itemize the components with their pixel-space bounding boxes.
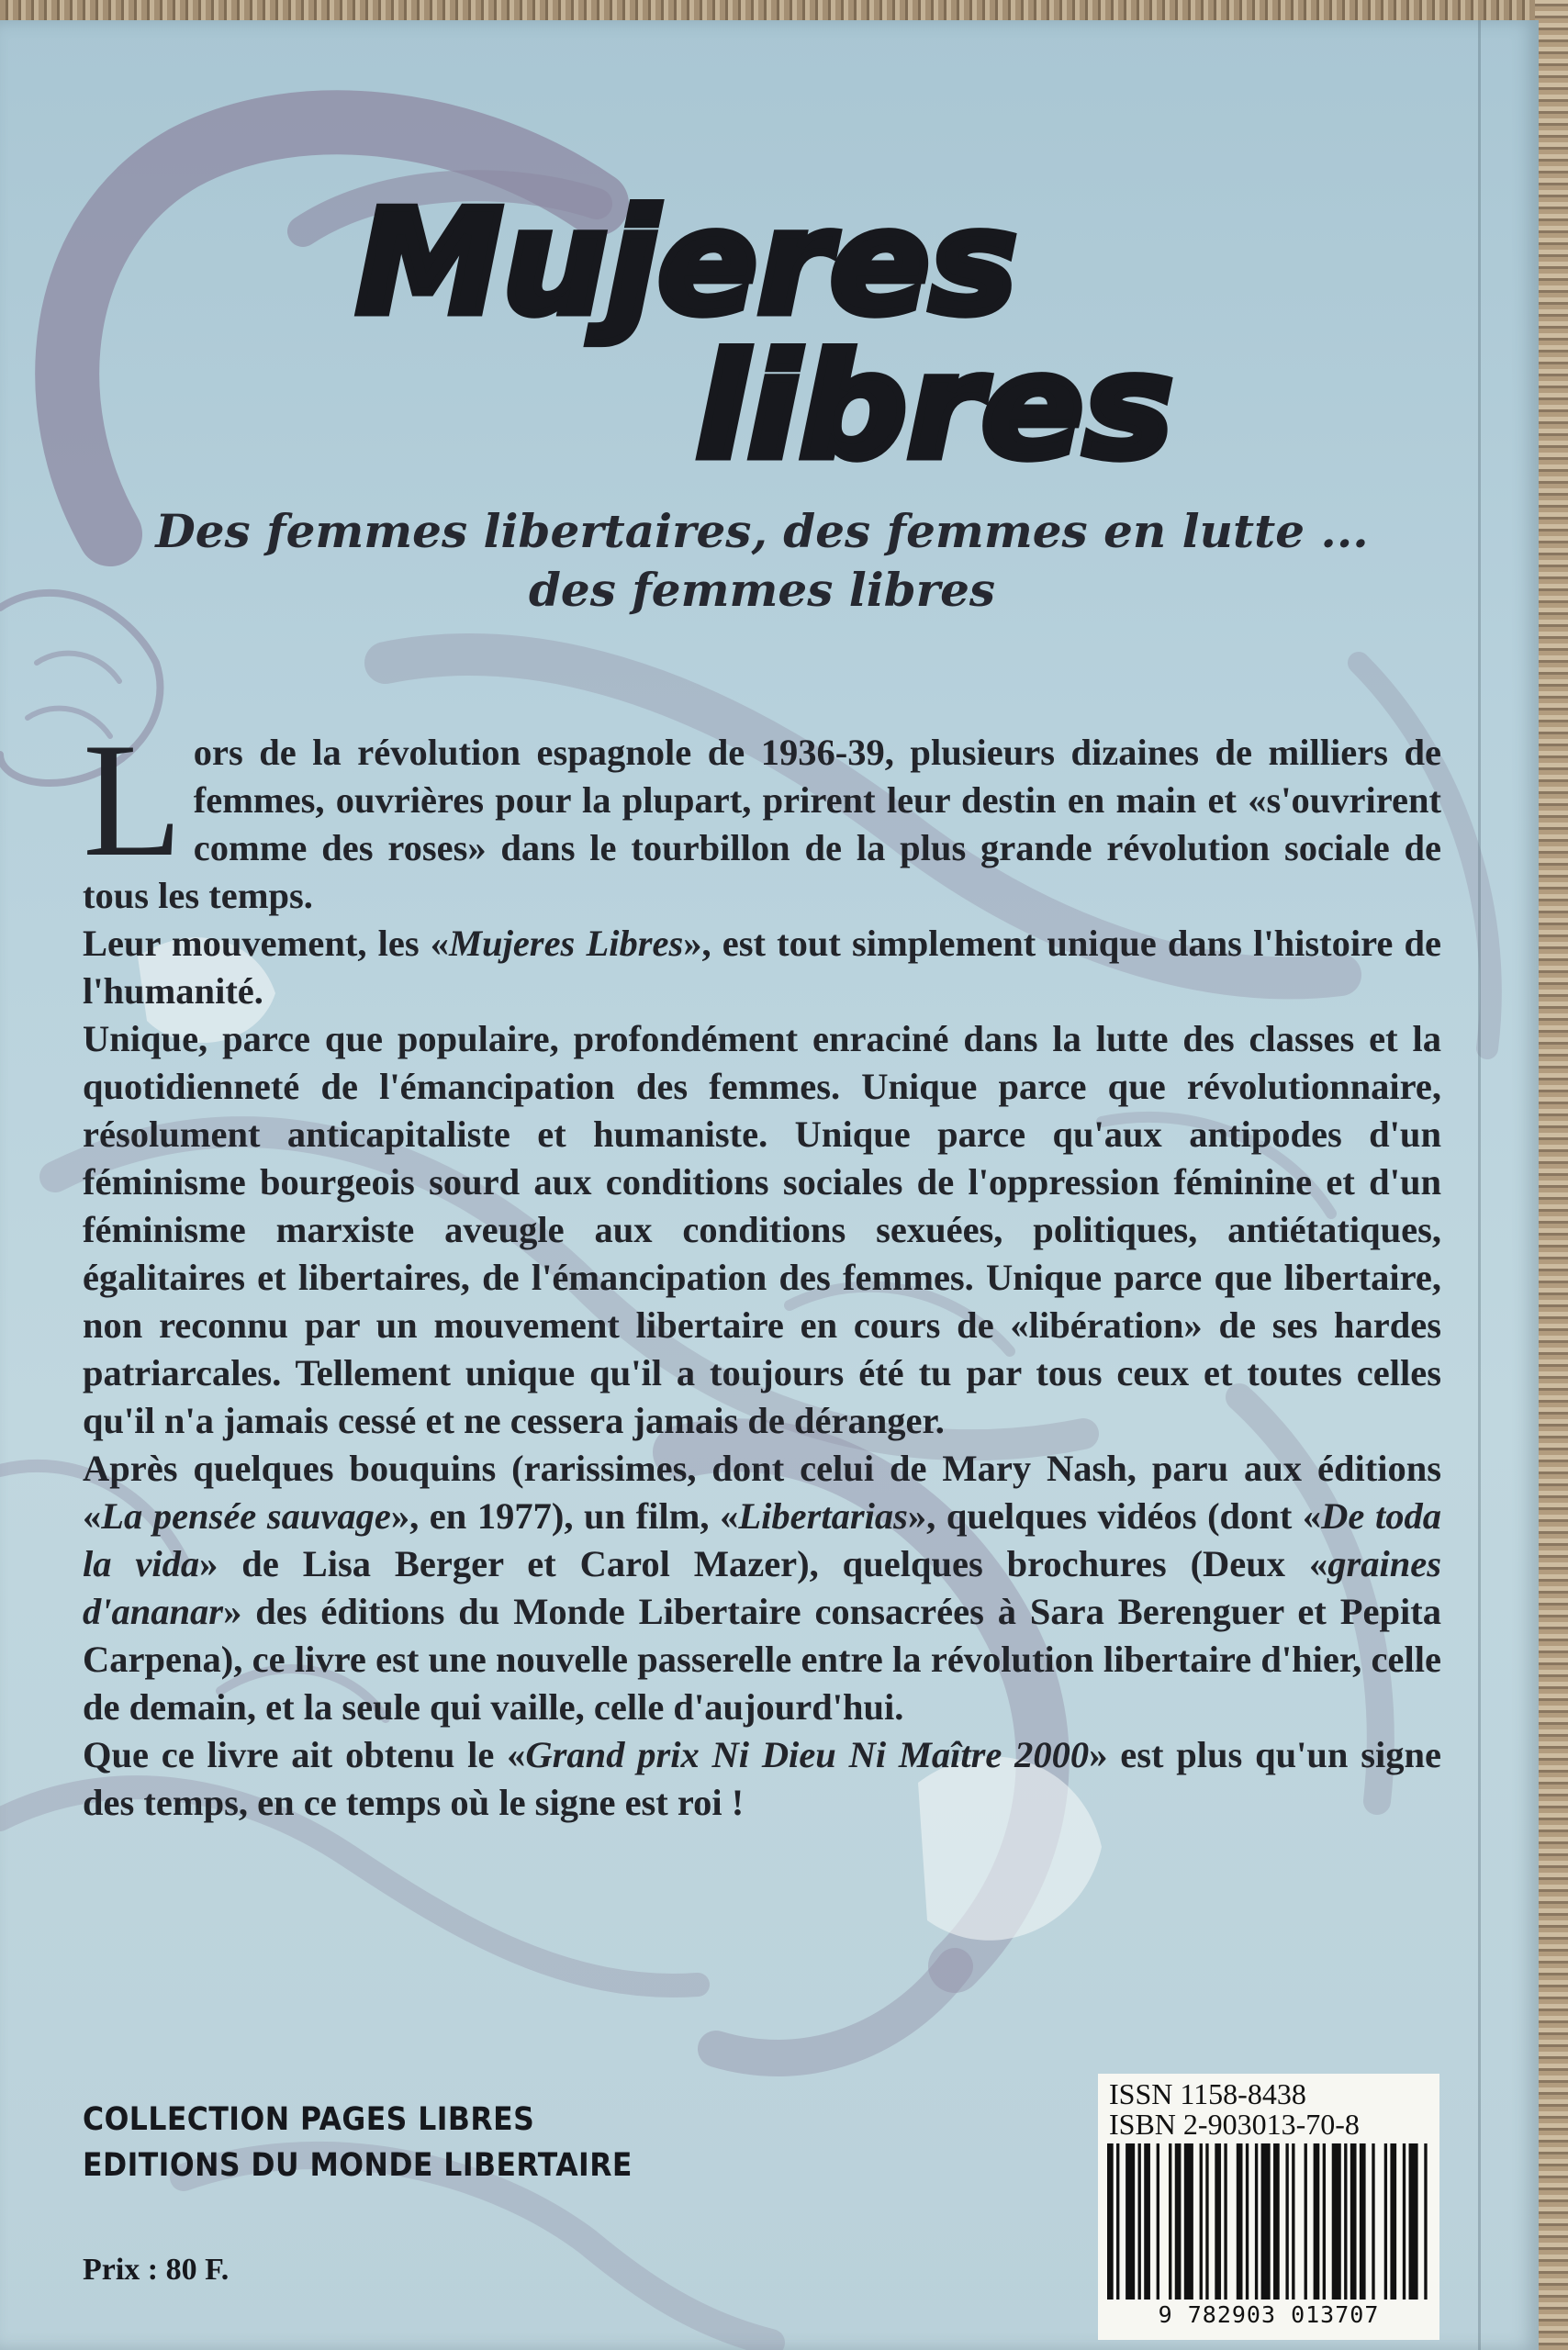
barcode-bar [1255,2143,1258,2300]
barcode-bar [1372,2143,1374,2300]
barcode-bar [1144,2143,1150,2300]
barcode-bar [1261,2143,1271,2300]
fabric-background-right [1535,0,1568,2350]
barcode-bar [1205,2143,1208,2300]
barcode-bar [1215,2143,1221,2300]
barcode-bar [1273,2143,1280,2300]
barcode [1107,2143,1430,2300]
book-title-line-2: libres [696,323,1173,488]
barcode-bar [1292,2143,1294,2300]
barcode-bar [1384,2143,1387,2300]
barcode-label [1098,2074,1439,2340]
spine-edge [1478,20,1481,2350]
text-span: » de Lisa Berger et Carol Mazer), quelques brochures (Deux « [199,1543,1328,1584]
italic-title: Mujeres Libres [449,923,684,964]
barcode-bar [1107,2143,1114,2300]
blurb-paragraph-3: Unique, parce que populaire, profondément enraciné dans la lutte des classes et la quotidienneté de l'émancipation des femmes. Unique parce que révolutionnaire, résolument anticapitaliste et humaniste. Unique parce qu'aux antipodes d'un féminisme bourgeois sourd aux conditions sociales de l'oppression féminine et d'un féminisme marxiste aveugle aux conditions sexuées, politiques, antiétatiques, égalitaires et libertaires, de l'émancipation des femmes. Unique parce que libertaire, non reconnu par un mouvement libertaire en cours de «libération» de ses hardes patriarcales. Tellement unique qu'il a toujours été tu par tous ceux et toutes celles qu'il n'a jamais cessé et ne cessera jamais de déranger. [83,1018,1441,1441]
barcode-bar [1285,2143,1288,2300]
text-span: » est plus qu'un signe des temps, en ce temps où le signe est roi ! [83,1734,1441,1823]
italic-title: graines d'ananar [83,1543,1441,1632]
barcode-bar [1403,2143,1406,2300]
barcode-bar [1116,2143,1119,2300]
italic-title: Grand prix Ni Dieu Ni Maître 2000 [525,1734,1090,1775]
barcode-bar [1175,2143,1182,2300]
barcode-bar [1332,2143,1341,2300]
barcode-bar [1184,2143,1193,2300]
text-span: » des éditions du Monde Libertaire consacrées à Sara Berenguer et Pepita Carpena), ce livre est une nouvelle passerelle entre la révolution libertaire d'hier, celle de demain, et la seule qui vaille, celle d'aujourd'hui. [83,1591,1441,1728]
barcode-bar [1169,2143,1171,2300]
subtitle-line-1: Des femmes libertaires, des femmes en lutte ... [155,504,1369,558]
blurb-paragraph-2 [83,920,1441,1015]
blurb-text [83,709,1441,1827]
barcode-bar [1157,2143,1159,2300]
text-span: Après quelques bouquins (rarissimes, dont celui de Mary Nash, paru aux éditions « [83,1448,1441,1537]
book-title-line-1: Mujeres [356,179,1017,346]
collection-name: COLLECTION PAGES LIBRES [83,2101,535,2138]
barcode-bar [1350,2143,1357,2300]
italic-title: La pensée sauvage [101,1495,391,1537]
book-back-cover [0,20,1539,2350]
blurb-paragraph-1-text: ors de la révolution espagnole de 1936-39, plusieurs dizaines de milliers de femmes, ouvrières pour la plupart, prirent leur destin en main et «s'ouvrirent comme des roses» dans le tourbillon de la plus grande révolution sociale de tous les temps. [83,732,1441,916]
barcode-bar [1138,2143,1141,2300]
blurb-paragraph-5 [83,1731,1441,1827]
barcode-bar [1390,2143,1396,2300]
text-span: Que ce livre ait obtenu le « [83,1734,526,1775]
issn-code: ISSN 1158-8438 [1109,2077,1306,2110]
italic-title: De toda la vida [83,1495,1441,1584]
barcode-digits: 9 782903 013707 [1158,2301,1380,2328]
barcode-bar [1246,2143,1249,2300]
text-span: Leur mouvement, les « [83,923,450,964]
barcode-bar [1344,2143,1347,2300]
subtitle [129,502,1395,620]
drop-cap: L [83,709,183,890]
barcode-bar [1424,2143,1427,2300]
barcode-bar [1126,2143,1135,2300]
barcode-bar [1305,2143,1307,2300]
text-span: », quelques vidéos (dont « [907,1495,1322,1537]
barcode-bar [1360,2143,1366,2300]
blurb-paragraph-4 [83,1445,1441,1731]
collection-info [83,2097,633,2188]
italic-title: Libertarias [738,1495,908,1537]
book-title [340,176,1221,488]
subtitle-line-2: des femmes libres [528,563,996,617]
barcode-bar [1200,2143,1203,2300]
barcode-bar [1409,2143,1418,2300]
barcode-bar [1237,2143,1243,2300]
price: Prix : 80 F. [83,2253,230,2287]
text-span: », est tout simplement unique dans l'histoire de l'humanité. [83,923,1441,1012]
barcode-bar [1314,2143,1320,2300]
publisher-name: EDITIONS DU MONDE LIBERTAIRE [83,2147,633,2184]
text-span: », en 1977), un film, « [390,1495,739,1537]
barcode-bar [1323,2143,1326,2300]
identifier-codes [1109,2079,1360,2140]
blurb-paragraph-1 [83,709,1441,920]
isbn-code: ISBN 2-903013-70-8 [1109,2108,1360,2141]
barcode-bar [1224,2143,1226,2300]
